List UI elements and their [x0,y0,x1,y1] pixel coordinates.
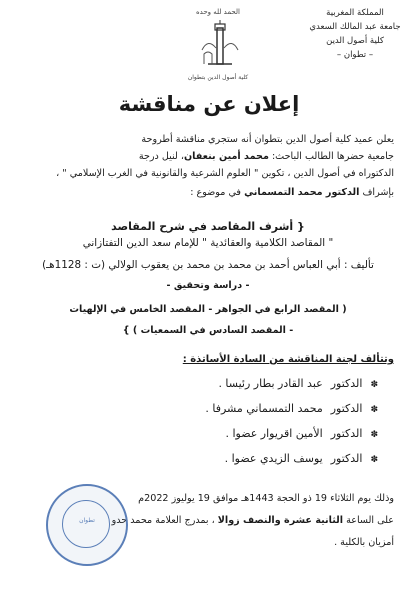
member-name: يوسف الزيدي عضوا . [224,452,323,465]
intro-line-4-post: في موضوع : [190,187,245,198]
thesis-author-line: تأليف : أبي العباس أحمد بن محمد بن محمد بن يعقوب الولالي (ت : 1128هـ) [42,259,374,271]
kingdom-line: المملكة المغربية [326,8,384,18]
intro-line-4-pre: بإشراف [359,187,394,198]
stamp-inner-ring [62,500,110,548]
logo-caption: كلية أصول الدين بتطوان [187,74,249,81]
intro-line-2-post: ، لنيل درجة [138,151,184,162]
footer-line-2-post: ، بمدرج العلامة محمد حدو [111,515,218,526]
city-line: – تطوان – [336,50,374,60]
student-name: محمد أمين بنعفان [183,151,269,162]
bullet-icon: ✽ [370,455,378,465]
defense-time: الثانية عشرة والنصف زوالا [217,515,344,526]
member-role: الدكتور [330,377,363,390]
committee-member [205,402,378,415]
bullet-icon: ✽ [370,430,378,440]
thesis-scope-line-2: - المقصد السادس في السمعيات ) } [122,325,294,336]
intro-line-1: يعلن عميد كلية أصول الدين بتطوان أنه ستجري مناقشة أطروحة [141,134,394,145]
stamp-text: تطوان [79,517,95,524]
faculty-logo [194,20,246,72]
bullet-icon: ✽ [370,405,378,415]
committee-title: وتتألف لجنة المناقشة من السادة الأساتذة : [182,354,394,365]
faculty-line: كلية أصول الدين [326,36,384,46]
thesis-scope-line-1: ( المقصد الرابع في الجواهر - المقصد الخامس في الإلهيات [69,304,347,315]
committee-member [225,427,378,440]
thesis-study-line: - دراسة وتحقيق - [166,280,250,291]
official-stamp [46,484,128,566]
announcement-title: إعلان عن مناقشة [118,92,300,116]
intro-line-3: الدكتوراه في أصول الدين ، تكوين " العلوم الشرعية والقانونية في الغرب الإسلامي " ، [56,168,394,179]
footer-line-2-pre: على الساعة [343,515,394,526]
committee-member [218,377,378,390]
committee-member [225,452,378,465]
intro-line-4 [22,184,394,201]
member-role: الدكتور [330,427,363,440]
supervisor-name: الدكتور محمد التمسماني [244,187,360,198]
member-name: عبد القادر بطار رئيسا . [218,377,323,390]
member-name: الأمين اقريوار عضوا . [225,427,323,440]
university-line: جامعة عبد المالك السعدي [309,22,401,32]
intro-line-2 [22,148,394,165]
bullet-icon: ✽ [370,380,378,390]
thesis-title-line-2: " المقاصد الكلامية والعقائدية " للإمام سعد الدين التفتازاني [82,237,334,249]
member-role: الدكتور [330,452,363,465]
thesis-title-line-1: { أشرف المقاصد في شرح المقاصد [111,220,305,233]
member-role: الدكتور [330,402,363,415]
institution-header [300,6,410,62]
logo-praise-text: الحمد لله وحده [195,8,241,16]
member-name: محمد التمسماني مشرفا . [205,402,323,415]
footer-line-1: وذلك يوم الثلاثاء 19 ذو الحجة 1443هـ موافق 19 يوليوز 2022م [138,493,394,504]
footer-line-3: أمزيان بالكلية . [334,537,394,548]
intro-line-2-pre: جامعية حضرها الطالب الباحث: [268,151,394,162]
